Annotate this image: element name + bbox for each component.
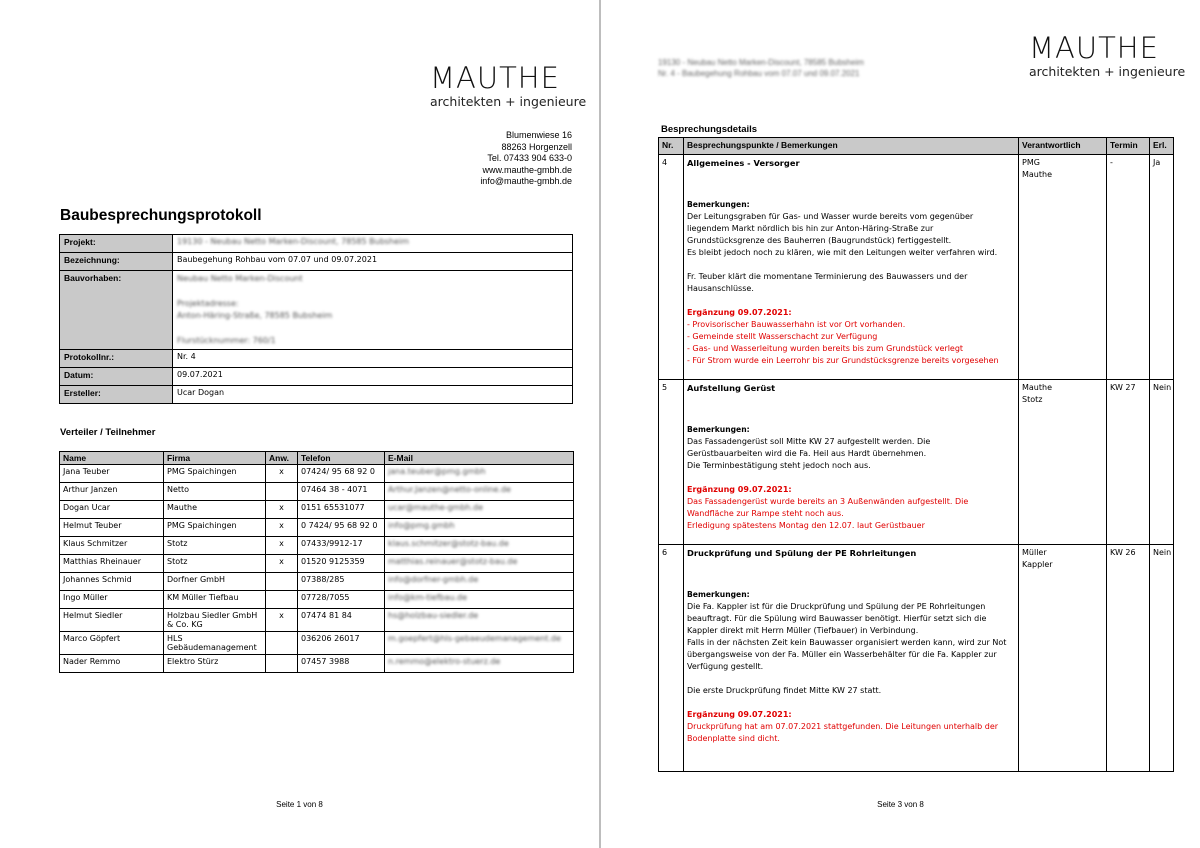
bezeichnung-label: Bezeichnung: [60, 253, 173, 271]
col-header-verantwortlich: Verantwortlich [1019, 138, 1107, 155]
item-erledigt: Nein [1150, 545, 1174, 772]
bemerkung-line: Kappler direkt mit Herrn Müller (Tiefbauer) in Verbindung. [687, 626, 919, 635]
info-row-bauvorhaben [60, 271, 573, 350]
bauvorhaben-line: Projektadresse: [177, 298, 239, 308]
verantwortlich-name: Mauthe [1022, 170, 1053, 179]
ergaenzung-line: - Für Strom wurde ein Leerrohr bis zur Grundstücksgrenze bereits vorgesehen [687, 356, 999, 365]
participant-firma: Dorfner GmbH [164, 573, 266, 591]
participant-email: klaus.schmitzer@stotz-bau.de [385, 537, 574, 555]
ergaenzung-line: Wandfläche zur Rampe steht noch aus. [687, 509, 844, 518]
participant-telefon: 0 7424/ 95 68 92 0 [298, 519, 385, 537]
bemerkung-line: Der Leitungsgraben für Gas- und Wasser wurde bereits vom gegenüber [687, 212, 974, 221]
details-header-row [659, 138, 1174, 155]
participant-anw [266, 591, 298, 609]
bemerkung-line: übergangsweise von der Fa. Müller ein Wasserbehälter für die Fa. Kappler zur [687, 650, 997, 659]
participant-firma: PMG Spaichingen [164, 519, 266, 537]
bemerkung-line: Hausanschlüsse. [687, 284, 754, 293]
col-header-termin: Termin [1107, 138, 1150, 155]
verantwortlich-name: Kappler [1022, 560, 1053, 569]
participant-row [60, 609, 574, 632]
details-row [659, 380, 1174, 545]
ergaenzung-label: Ergänzung 09.07.2021: [687, 308, 792, 317]
participant-email: info@km-tiefbau.de [385, 591, 574, 609]
item-termin: KW 27 [1107, 380, 1150, 545]
item-spacer [687, 697, 1015, 709]
item-title: Allgemeines - Versorger [687, 158, 800, 168]
item-content [684, 380, 1019, 545]
participant-anw [266, 483, 298, 501]
item-number: 4 [659, 155, 684, 380]
participant-email: ucar@mauthe-gmbh.de [385, 501, 574, 519]
details-row [659, 545, 1174, 772]
bemerkung-line [687, 259, 1015, 271]
item-spacer [687, 559, 1015, 589]
participant-telefon: 07728/7055 [298, 591, 385, 609]
document-title: Baubesprechungsprotokoll [60, 207, 262, 224]
project-info-table [59, 234, 573, 404]
running-header-protocol: Nr. 4 - Baubegehung Rohbau vom 07.07 und 09.07.2021 [658, 69, 860, 78]
participant-telefon: 07433/9912-17 [298, 537, 385, 555]
details-row [659, 155, 1174, 380]
item-title: Druckprüfung und Spülung der PE Rohrleitungen [687, 548, 917, 558]
participant-row [60, 465, 574, 483]
participant-row [60, 555, 574, 573]
ergaenzung-line: Erledigung spätestens Montag den 12.07. laut Gerüstbauer [687, 521, 925, 530]
participant-anw: x [266, 519, 298, 537]
ersteller-value: Ucar Dogan [173, 386, 573, 404]
col-header-name: Name [60, 452, 164, 465]
details-table [658, 137, 1174, 772]
info-row-ersteller [60, 386, 573, 404]
item-spacer [687, 472, 1015, 484]
verantwortlich-name: Mauthe [1022, 383, 1053, 392]
logo-subtitle: architekten + ingenieure [1029, 64, 1186, 79]
address-phone: Tel. 07433 904 633-0 [487, 153, 572, 163]
bemerkung-line: Die Fa. Kappler ist für die Druckprüfung und Spülung der PE Rohrleitungen [687, 602, 986, 611]
participant-telefon: 07457 3988 [298, 655, 385, 673]
datum-value: 09.07.2021 [173, 368, 573, 386]
ergaenzung-line: - Gas- und Wasserleitung wurden bereits bis zum Grundstück verlegt [687, 344, 964, 353]
bauvorhaben-line: Flurstücknummer: 760/1 [177, 335, 276, 345]
item-erledigt: Nein [1150, 380, 1174, 545]
item-verantwortlich [1019, 545, 1107, 772]
col-header-anw: Anw. [266, 452, 298, 465]
ergaenzung-line: Druckprüfung hat am 07.07.2021 stattgefunden. Die Leitungen unterhalb der [687, 722, 999, 731]
page-1 [0, 0, 599, 848]
projekt-value: 19130 - Neubau Netto Marken-Discount, 78585 Bubsheim [173, 235, 573, 253]
participant-row [60, 519, 574, 537]
bemerkungen-label: Bemerkungen: [687, 590, 750, 599]
participant-name: Nader Remmo [60, 655, 164, 673]
bemerkungen-label: Bemerkungen: [687, 425, 750, 434]
logo-name: MAUTHE [430, 61, 560, 95]
bauvorhaben-value [173, 271, 573, 350]
ergaenzung-label: Ergänzung 09.07.2021: [687, 710, 792, 719]
participant-telefon: 07464 38 - 4071 [298, 483, 385, 501]
item-spacer [687, 169, 1015, 199]
item-spacer [687, 394, 1015, 424]
protokoll-value: Nr. 4 [173, 350, 573, 368]
bauvorhaben-line [177, 286, 568, 298]
company-address [480, 130, 572, 188]
ergaenzung-line: - Gemeinde stellt Wasserschacht zur Verfügung [687, 332, 878, 341]
item-title: Aufstellung Gerüst [687, 383, 776, 393]
bemerkung-line: Die Terminbestätigung steht jedoch noch aus. [687, 461, 871, 470]
participant-name: Dogan Ucar [60, 501, 164, 519]
participant-firma: Holzbau Siedler GmbH & Co. KG [164, 609, 266, 632]
participant-name: Johannes Schmid [60, 573, 164, 591]
participant-row [60, 573, 574, 591]
participant-email: hs@holzbau-siedler.de [385, 609, 574, 632]
page-footer-right: Seite 3 von 8 [877, 800, 924, 809]
participant-firma: Netto [164, 483, 266, 501]
item-verantwortlich [1019, 155, 1107, 380]
verantwortlich-name: Müller [1022, 548, 1047, 557]
participant-email: Arthur.Janzen@netto-online.de [385, 483, 574, 501]
bauvorhaben-line [177, 323, 568, 335]
running-header [658, 57, 864, 79]
participant-email: info@pmg.gmbh [385, 519, 574, 537]
bauvorhaben-line: Anton-Häring-Straße, 78585 Bubsheim [177, 311, 333, 320]
item-erledigt: Ja [1150, 155, 1174, 380]
bezeichnung-value: Baubegehung Rohbau vom 07.07 und 09.07.2021 [173, 253, 573, 271]
participant-telefon: 0151 65531077 [298, 501, 385, 519]
logo-name: MAUTHE [1029, 31, 1159, 65]
col-header-email: E-Mail [385, 452, 574, 465]
participant-anw: x [266, 555, 298, 573]
page-footer-left: Seite 1 von 8 [276, 800, 323, 809]
participant-email: matthias.reinauer@stotz-bau.de [385, 555, 574, 573]
address-street: Blumenwiese 16 [505, 130, 572, 140]
bemerkung-line: Falls in der nächsten Zeit kein Bauwasser organisiert werden kann, wird zur Not [687, 638, 1007, 647]
item-verantwortlich [1019, 380, 1107, 545]
participant-firma: HLS Gebäudemanagement [164, 632, 266, 655]
bemerkung-line: Das Fassadengerüst soll Mitte KW 27 aufgestellt werden. Die [687, 437, 931, 446]
bemerkung-line: Es bleibt jedoch noch zu klären, wie mit den Leitungen weiter verfahren wird. [687, 248, 998, 257]
projekt-label: Projekt: [60, 235, 173, 253]
participant-telefon: 01520 9125359 [298, 555, 385, 573]
item-number: 6 [659, 545, 684, 772]
participant-name: Helmut Siedler [60, 609, 164, 632]
participant-row [60, 632, 574, 655]
bemerkung-line: beauftragt. Für die Spülung wird Bauwasser benötigt. Hierfür setzt sich die [687, 614, 987, 623]
details-body [659, 155, 1174, 772]
participant-name: Matthias Rheinauer [60, 555, 164, 573]
verantwortlich-name: PMG [1022, 158, 1040, 167]
participant-anw [266, 573, 298, 591]
participant-row [60, 591, 574, 609]
bemerkung-line: Grundstücksgrenze des Bauherren (Baugrundstück) fertiggestellt. [687, 236, 952, 245]
item-termin: - [1107, 155, 1150, 380]
address-city: 88263 Horgenzell [501, 141, 572, 152]
verantwortlich-name: Stotz [1022, 395, 1043, 404]
participant-anw [266, 655, 298, 673]
item-number: 5 [659, 380, 684, 545]
participant-row [60, 537, 574, 555]
col-header-firma: Firma [164, 452, 266, 465]
participant-name: Jana Teuber [60, 465, 164, 483]
bemerkung-line: Fr. Teuber klärt die momentane Terminierung des Bauwassers und der [687, 272, 968, 281]
participant-firma: PMG Spaichingen [164, 465, 266, 483]
address-website: www.mauthe-gmbh.de [482, 164, 572, 175]
participant-firma: Elektro Stürz [164, 655, 266, 673]
col-header-erl: Erl. [1150, 138, 1174, 155]
participant-row [60, 501, 574, 519]
participant-email: jana.teuber@pmg.gmbh [385, 465, 574, 483]
col-header-telefon: Telefon [298, 452, 385, 465]
participant-anw [266, 632, 298, 655]
bauvorhaben-label: Bauvorhaben: [60, 271, 173, 350]
participant-telefon: 07424/ 95 68 92 0 [298, 465, 385, 483]
ergaenzung-line: Bodenplatte sind dicht. [687, 734, 780, 743]
ergaenzung-label: Ergänzung 09.07.2021: [687, 485, 792, 494]
info-row-datum [60, 368, 573, 386]
participant-row [60, 483, 574, 501]
address-email: info@mauthe-gmbh.de [480, 176, 572, 186]
participant-name: Helmut Teuber [60, 519, 164, 537]
participant-name: Marco Göpfert [60, 632, 164, 655]
participant-name: Ingo Müller [60, 591, 164, 609]
datum-label: Datum: [60, 368, 173, 386]
participant-email: m.goepfert@hls-gebaeudemanagement.de [385, 632, 574, 655]
participant-email: info@dorfner-gmbh.de [385, 573, 574, 591]
company-logo-right [1029, 33, 1185, 79]
col-header-nr: Nr. [659, 138, 684, 155]
ergaenzung-line: Das Fassadengerüst wurde bereits an 3 Außenwänden aufgestellt. Die [687, 497, 969, 506]
participant-anw: x [266, 609, 298, 632]
participant-anw: x [266, 465, 298, 483]
details-title: Besprechungsdetails [661, 124, 758, 135]
item-content [684, 545, 1019, 772]
bemerkung-line: Die erste Druckprüfung findet Mitte KW 27 statt. [687, 686, 882, 695]
participant-anw: x [266, 537, 298, 555]
verteiler-title: Verteiler / Teilnehmer [60, 427, 156, 438]
bemerkung-line: Gerüstbauarbeiten wird die Fa. Heil aus Hardt übernehmen. [687, 449, 927, 458]
bemerkung-line [687, 673, 1015, 685]
bemerkungen-label: Bemerkungen: [687, 200, 750, 209]
participant-anw: x [266, 501, 298, 519]
ersteller-label: Ersteller: [60, 386, 173, 404]
page-3 [601, 0, 1200, 848]
info-row-projekt [60, 235, 573, 253]
participant-name: Klaus Schmitzer [60, 537, 164, 555]
participant-row [60, 655, 574, 673]
participant-firma: Stotz [164, 537, 266, 555]
participant-name: Arthur Janzen [60, 483, 164, 501]
participant-telefon: 07474 81 84 [298, 609, 385, 632]
participants-body [60, 465, 574, 673]
participant-email: n.remmo@elektro-stuerz.de [385, 655, 574, 673]
bemerkung-line: liegendem Markt nördlich bis hin zur Anton-Häring-Straße zur [687, 224, 934, 233]
logo-subtitle: architekten + ingenieure [430, 94, 587, 109]
participant-telefon: 036206 26017 [298, 632, 385, 655]
item-termin: KW 26 [1107, 545, 1150, 772]
protokoll-label: Protokollnr.: [60, 350, 173, 368]
info-row-bezeichnung [60, 253, 573, 271]
participant-firma: Stotz [164, 555, 266, 573]
participant-firma: KM Müller Tiefbau [164, 591, 266, 609]
participants-header-row [60, 452, 574, 465]
col-header-punkte: Besprechungspunkte / Bemerkungen [684, 138, 1019, 155]
info-row-protokoll [60, 350, 573, 368]
item-spacer [687, 295, 1015, 307]
participants-table [59, 451, 574, 673]
running-header-project: 19130 - Neubau Netto Marken-Discount, 78585 Bubsheim [658, 58, 864, 67]
company-logo [430, 63, 586, 109]
item-content [684, 155, 1019, 380]
participant-telefon: 07388/285 [298, 573, 385, 591]
participant-firma: Mauthe [164, 501, 266, 519]
ergaenzung-line: - Provisorischer Bauwasserhahn ist vor Ort vorhanden. [687, 320, 906, 329]
bauvorhaben-line: Neubau Netto Marken-Discount [177, 274, 303, 283]
bemerkung-line: Verfügung gestellt. [687, 662, 764, 671]
